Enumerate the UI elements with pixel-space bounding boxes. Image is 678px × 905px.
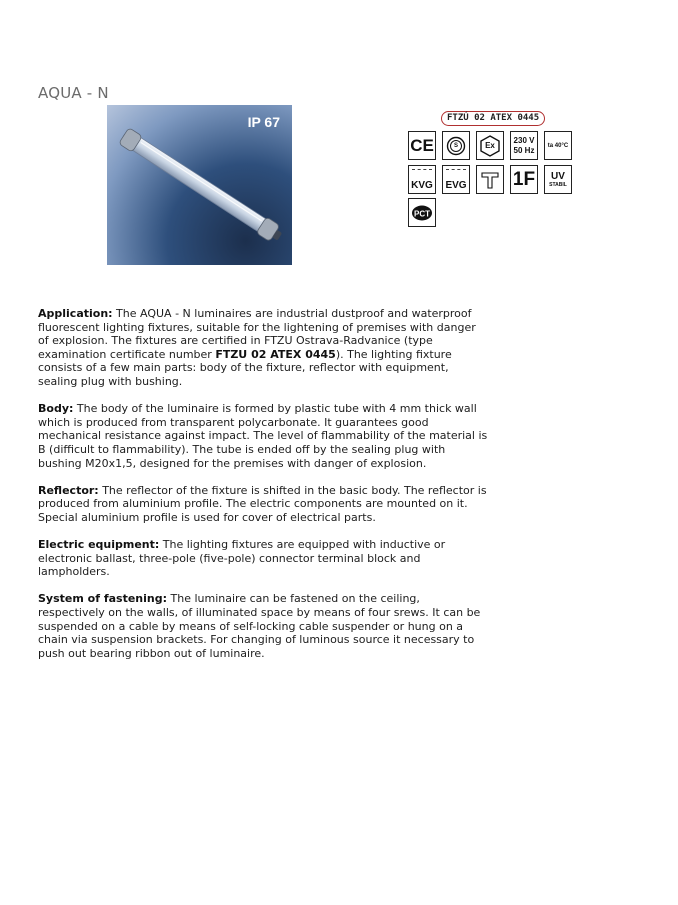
uv-label: UV <box>551 170 565 182</box>
section-body: The luminaire can be fastened on the ceiling, respectively on the walls, of illuminated space by means of four srews. It can be suspended on a cable by means of self-locking cable suspender or hung on a chain via suspension brackets. For changing of luminous source it necessary to push out bearing ribbon out of luminaire. <box>38 592 481 660</box>
kvg-icon <box>408 165 436 194</box>
section-heading: System of fastening: <box>38 592 168 606</box>
frequency-label: 50 Hz <box>513 145 535 155</box>
fastening-paragraph <box>38 592 488 660</box>
1f-mark-label: 1F <box>512 168 536 190</box>
s-mark-label: S <box>453 142 458 149</box>
body-paragraph <box>38 402 488 470</box>
atex-certificate-label: FTZÚ 02 ATEX 0445 <box>441 111 545 126</box>
application-paragraph <box>38 307 488 389</box>
section-body: The lighting fixtures are equipped with inductive or electronic ballast, three-pole (five-pole) connector terminal block and lampholders. <box>38 538 446 579</box>
t-mark-icon <box>476 165 504 194</box>
s-mark-icon <box>442 131 470 160</box>
pct-mark-icon <box>408 198 436 227</box>
ce-mark-label: CE <box>410 135 434 155</box>
wave-symbol <box>446 169 466 176</box>
section-heading: Reflector: <box>38 483 99 497</box>
section-heading: Electric equipment: <box>38 538 160 552</box>
uv-stabil-icon <box>544 165 572 194</box>
section-heading: Application: <box>38 307 113 320</box>
ip-rating-badge: IP 67 <box>247 114 280 130</box>
wave-symbol <box>412 169 432 176</box>
section-body: The body of the luminaire is formed by plastic tube with 4 mm thick wall which is produced from transparent polycarbonate. It guarantees good mechanical resistance against impact. The level of flammability of the material is B (difficult to flammability). The tube is ended off by the sealing plug with bushing M20x1,5, designed for the premises with danger of explosion. <box>38 402 488 470</box>
kvg-label: KVG <box>411 180 433 191</box>
voltage-label: 230 V <box>513 135 535 145</box>
t-mark-symbol <box>479 169 501 191</box>
section-body: ). The lighting fixture consists of a few main parts: body of the fixture, reflector with equipment, sealing plug with bushing. <box>38 347 452 388</box>
electric-equipment-paragraph <box>38 538 488 579</box>
section-body: The reflector of the fixture is shifted in the basic body. The reflector is produced from aluminium profile. The electric components are mounted on it. Special aluminium profile is used for cover of electrical parts. <box>38 483 487 524</box>
evg-icon <box>442 165 470 194</box>
ex-mark-label: Ex <box>485 140 495 150</box>
ex-mark-icon <box>476 131 504 160</box>
section-body: The AQUA - N luminaires are industrial dustproof and waterproof fluorescent lighting fixtures, suitable for the lightening of premises with danger of explosion. The fixtures are certified in FTZU Ostrava-Radvanice (type examination certificate number <box>38 307 476 361</box>
svg-text:PCT: PCT <box>414 209 430 218</box>
description-text <box>38 307 488 674</box>
ce-mark-icon <box>408 131 436 160</box>
stabil-label: STABIL <box>549 181 567 188</box>
temperature-icon <box>544 131 572 160</box>
voltage-icon <box>510 131 538 160</box>
page-title: AQUA - N <box>38 84 109 102</box>
section-heading: Body: <box>38 402 74 416</box>
evg-label: EVG <box>445 180 467 191</box>
1f-mark-icon <box>510 165 538 194</box>
pct-mark-symbol <box>411 204 433 222</box>
reflector-paragraph <box>38 484 488 525</box>
certificate-number: FTZU 02 ATEX 0445 <box>215 347 336 361</box>
product-photo <box>107 105 292 265</box>
temperature-label: ta 40°C <box>547 142 569 149</box>
